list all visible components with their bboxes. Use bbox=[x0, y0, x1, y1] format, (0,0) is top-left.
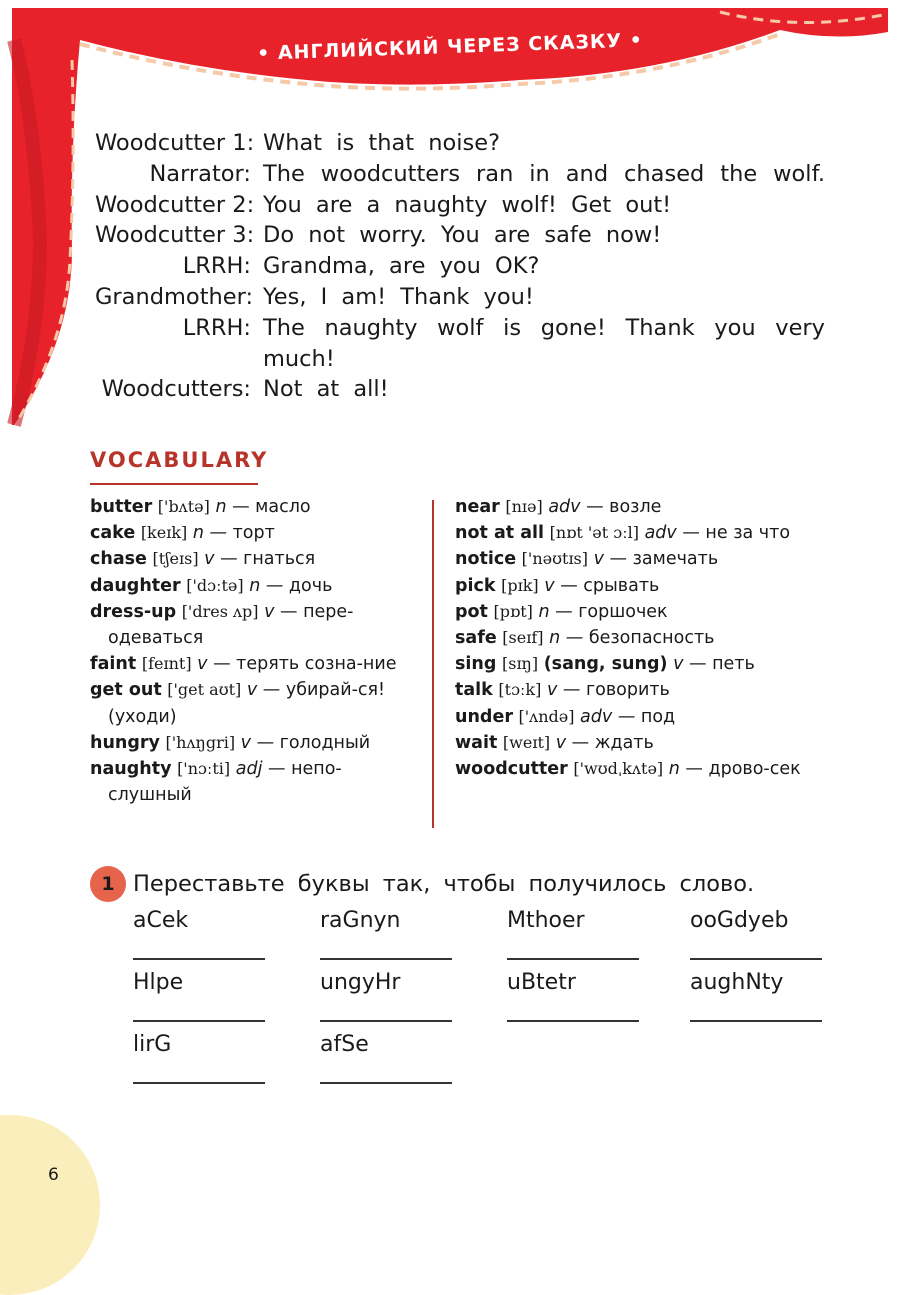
vocab-transcription: [weɪt] bbox=[502, 732, 551, 752]
scrambled-word: afSe bbox=[320, 1032, 369, 1057]
vocab-translation: — горшочек bbox=[555, 601, 668, 622]
speaker: Narrator: bbox=[149, 160, 251, 187]
vocab-translation: — непо-слушный bbox=[108, 759, 342, 806]
vocab-entry bbox=[90, 730, 412, 756]
vocab-part-of-speech: v bbox=[246, 680, 258, 701]
vocab-word: daughter bbox=[90, 575, 181, 596]
vocab-word: safe bbox=[455, 628, 497, 649]
line-text: Do not worry. You are safe now! bbox=[263, 222, 662, 249]
speaker: Woodcutter 2: bbox=[95, 191, 255, 218]
vocab-transcription: [feɪnt] bbox=[141, 654, 192, 674]
vocab-entry bbox=[90, 677, 412, 729]
vocab-part-of-speech: n bbox=[549, 628, 561, 649]
vocab-entry bbox=[455, 546, 823, 572]
vocabulary-underline bbox=[90, 483, 258, 485]
line-text: The naughty wolf is gone! Thank you very bbox=[263, 314, 825, 341]
vocab-part-of-speech: v bbox=[204, 549, 215, 570]
column-divider bbox=[432, 500, 434, 828]
vocab-entry bbox=[455, 573, 823, 599]
vocab-transcription: [tʃeɪs] bbox=[152, 549, 199, 569]
dialogue-line bbox=[95, 220, 825, 251]
vocab-part-of-speech: adj bbox=[235, 759, 263, 780]
vocab-word: get out bbox=[90, 680, 162, 701]
speaker: Woodcutter 3: bbox=[95, 222, 255, 249]
vocab-part-of-speech: v bbox=[555, 732, 567, 753]
vocab-entry bbox=[90, 651, 412, 677]
vocab-transcription: ['bʌtə] bbox=[157, 497, 210, 516]
vocab-translation: — срывать bbox=[560, 575, 660, 596]
scrambled-word-item bbox=[133, 906, 265, 960]
scrambled-word: Mthoer bbox=[507, 908, 585, 933]
vocab-word: near bbox=[455, 497, 500, 517]
vocab-translation: — убирай-ся! (уходи) bbox=[108, 680, 386, 727]
dialogue bbox=[95, 128, 825, 405]
vocabulary-right-column bbox=[455, 494, 823, 782]
vocab-word: dress-up bbox=[90, 601, 177, 622]
vocab-word: pick bbox=[455, 575, 496, 596]
answer-blank-line bbox=[320, 958, 452, 960]
vocab-word: pot bbox=[455, 601, 488, 622]
vocab-transcription: [pɒt] bbox=[493, 601, 533, 621]
vocab-forms: (sang, sung) bbox=[543, 654, 668, 675]
page-number: 6 bbox=[48, 1165, 59, 1185]
vocab-part-of-speech: v bbox=[546, 680, 558, 701]
vocab-word: sing bbox=[455, 654, 497, 675]
vocab-entry bbox=[90, 494, 412, 520]
scrambled-word-item bbox=[320, 1030, 452, 1084]
vocab-transcription: ['get aʊt] bbox=[167, 680, 242, 700]
scrambled-word-item bbox=[690, 906, 822, 960]
vocab-translation: — терять созна-ние bbox=[213, 654, 397, 675]
vocab-entry bbox=[90, 520, 412, 546]
vocab-part-of-speech: adv bbox=[580, 706, 613, 727]
scrambled-word: ungyHr bbox=[320, 970, 401, 995]
speaker: Woodcutters: bbox=[101, 376, 251, 403]
page-header-title: • АНГЛИЙСКИЙ ЧЕРЕЗ СКАЗКУ • bbox=[256, 29, 644, 65]
vocab-transcription: [seɪf] bbox=[502, 628, 544, 648]
vocab-translation: — пере-одеваться bbox=[108, 601, 354, 649]
scrambled-word: ooGdyeb bbox=[690, 908, 789, 933]
vocab-part-of-speech: n bbox=[249, 575, 261, 596]
line-text: You are a naughty wolf! Get out! bbox=[263, 191, 672, 218]
vocab-part-of-speech: v bbox=[673, 654, 684, 675]
vocab-transcription: [sɪŋ] bbox=[501, 654, 539, 674]
scrambled-word: Hlpe bbox=[133, 970, 184, 995]
vocab-part-of-speech: v bbox=[264, 601, 275, 622]
scrambled-word-item bbox=[133, 968, 265, 1022]
vocab-transcription: ['hʌŋgri] bbox=[165, 732, 236, 752]
scrambled-word-item bbox=[133, 1030, 265, 1084]
line-text: What is that noise? bbox=[263, 130, 501, 156]
answer-blank-line bbox=[507, 958, 639, 960]
vocab-translation: — говорить bbox=[562, 680, 670, 701]
scrambled-word: aughNty bbox=[690, 970, 784, 995]
vocab-part-of-speech: v bbox=[197, 654, 208, 675]
vocab-entry bbox=[455, 599, 823, 625]
scrambled-word-item bbox=[690, 968, 822, 1022]
vocab-translation: — дрово-сек bbox=[685, 759, 801, 780]
vocab-transcription: [pɪk] bbox=[501, 575, 539, 595]
vocab-translation: — гнаться bbox=[220, 549, 316, 570]
speaker: Woodcutter 1: bbox=[95, 130, 255, 156]
dialogue-line bbox=[95, 313, 825, 344]
vocab-translation: — не за что bbox=[682, 523, 791, 544]
vocab-word: woodcutter bbox=[455, 759, 568, 780]
dialogue-line bbox=[95, 282, 825, 313]
vocab-entry bbox=[90, 756, 412, 808]
answer-blank-line bbox=[320, 1020, 452, 1022]
vocab-translation: — масло bbox=[232, 497, 311, 517]
vocab-entry bbox=[455, 520, 823, 546]
vocab-entry bbox=[90, 573, 412, 599]
vocab-part-of-speech: n bbox=[192, 523, 204, 544]
vocab-part-of-speech: n bbox=[538, 601, 550, 622]
answer-blank-line bbox=[133, 1082, 265, 1084]
vocab-part-of-speech: n bbox=[215, 497, 227, 517]
vocab-word: wait bbox=[455, 732, 498, 753]
vocab-entry bbox=[455, 730, 823, 756]
vocab-transcription: ['wʊdˌkʌtə] bbox=[573, 759, 664, 779]
exercise-instruction: Переставьте буквы так, чтобы получилось слово. bbox=[133, 871, 755, 897]
scrambled-word: aCek bbox=[133, 908, 189, 933]
vocab-part-of-speech: v bbox=[593, 549, 604, 570]
scrambled-word-item bbox=[507, 968, 639, 1022]
vocab-entry bbox=[455, 677, 823, 703]
scrambled-word: uBtetr bbox=[507, 970, 576, 995]
dialogue-line-continued bbox=[95, 344, 825, 375]
vocab-entry bbox=[455, 625, 823, 651]
answer-blank-line bbox=[690, 1020, 822, 1022]
vocab-entry bbox=[455, 494, 823, 520]
answer-blank-line bbox=[133, 958, 265, 960]
exercise-number-badge: 1 bbox=[90, 866, 126, 902]
vocab-entry bbox=[90, 599, 412, 651]
vocab-word: butter bbox=[90, 497, 153, 517]
vocab-translation: — торт bbox=[209, 523, 275, 544]
vocab-translation: — возле bbox=[586, 497, 662, 517]
vocab-translation: — голодный bbox=[256, 732, 371, 753]
vocab-transcription: [tɔːk] bbox=[498, 680, 542, 700]
vocab-transcription: [nɒt 'ət ɔːl] bbox=[549, 523, 639, 543]
vocab-translation: — безопасность bbox=[565, 628, 715, 649]
dialogue-line bbox=[95, 251, 825, 282]
answer-blank-line bbox=[133, 1020, 265, 1022]
vocab-part-of-speech: adv bbox=[548, 497, 581, 517]
dialogue-line bbox=[95, 128, 825, 159]
scrambled-word-item bbox=[320, 968, 452, 1022]
dialogue-line bbox=[95, 374, 825, 405]
speaker: LRRH: bbox=[182, 314, 251, 341]
vocab-part-of-speech: n bbox=[668, 759, 680, 780]
answer-blank-line bbox=[320, 1082, 452, 1084]
vocab-part-of-speech: v bbox=[240, 732, 252, 753]
vocab-translation: — под bbox=[617, 706, 676, 727]
vocab-transcription: [keɪk] bbox=[140, 523, 188, 543]
line-text: Yes, I am! Thank you! bbox=[263, 283, 534, 310]
vocab-part-of-speech: adv bbox=[644, 523, 677, 544]
answer-blank-line bbox=[507, 1020, 639, 1022]
vocab-part-of-speech: v bbox=[544, 575, 555, 596]
vocab-word: hungry bbox=[90, 732, 160, 753]
speaker: LRRH: bbox=[182, 253, 251, 280]
scrambled-word: lirG bbox=[133, 1032, 172, 1057]
page-corner-decoration bbox=[0, 1115, 100, 1295]
dialogue-line bbox=[95, 190, 825, 221]
vocab-word: chase bbox=[90, 549, 147, 570]
vocab-word: talk bbox=[455, 680, 493, 701]
line-text: Grandma, are you OK? bbox=[263, 253, 540, 280]
vocabulary-heading: VOCABULARY bbox=[90, 448, 269, 472]
line-text: The woodcutters ran in and chased the wolf. bbox=[263, 160, 825, 187]
speaker: Grandmother: bbox=[95, 283, 254, 310]
line-text: much! bbox=[263, 345, 335, 372]
line-text: Not at all! bbox=[263, 376, 389, 403]
vocab-word: not at all bbox=[455, 523, 545, 544]
scrambled-word: raGnyn bbox=[320, 908, 401, 933]
vocab-translation: — замечать bbox=[609, 549, 719, 570]
vocabulary-left-column bbox=[90, 494, 412, 808]
vocab-translation: — ждать bbox=[571, 732, 654, 753]
vocab-transcription: ['ʌndə] bbox=[518, 706, 575, 726]
vocab-entry bbox=[455, 756, 823, 782]
vocab-word: notice bbox=[455, 549, 517, 570]
vocab-word: cake bbox=[90, 523, 136, 544]
vocab-word: faint bbox=[90, 654, 137, 675]
scrambled-word-item bbox=[320, 906, 452, 960]
vocab-transcription: ['nəʊtɪs] bbox=[521, 549, 589, 569]
vocab-transcription: ['dres ʌp] bbox=[181, 601, 259, 621]
vocab-word: under bbox=[455, 706, 513, 727]
vocab-transcription: ['dɔːtə] bbox=[186, 575, 244, 595]
vocab-word: naughty bbox=[90, 759, 172, 780]
vocab-translation: — петь bbox=[689, 654, 755, 675]
vocab-entry bbox=[90, 546, 412, 572]
vocab-entry bbox=[455, 651, 823, 677]
vocab-translation: — дочь bbox=[265, 575, 333, 596]
vocab-transcription: ['nɔːti] bbox=[177, 759, 231, 779]
answer-blank-line bbox=[690, 958, 822, 960]
scrambled-word-item bbox=[507, 906, 639, 960]
vocab-transcription: [nɪə] bbox=[505, 497, 543, 516]
vocab-entry bbox=[455, 704, 823, 730]
dialogue-line bbox=[95, 159, 825, 190]
